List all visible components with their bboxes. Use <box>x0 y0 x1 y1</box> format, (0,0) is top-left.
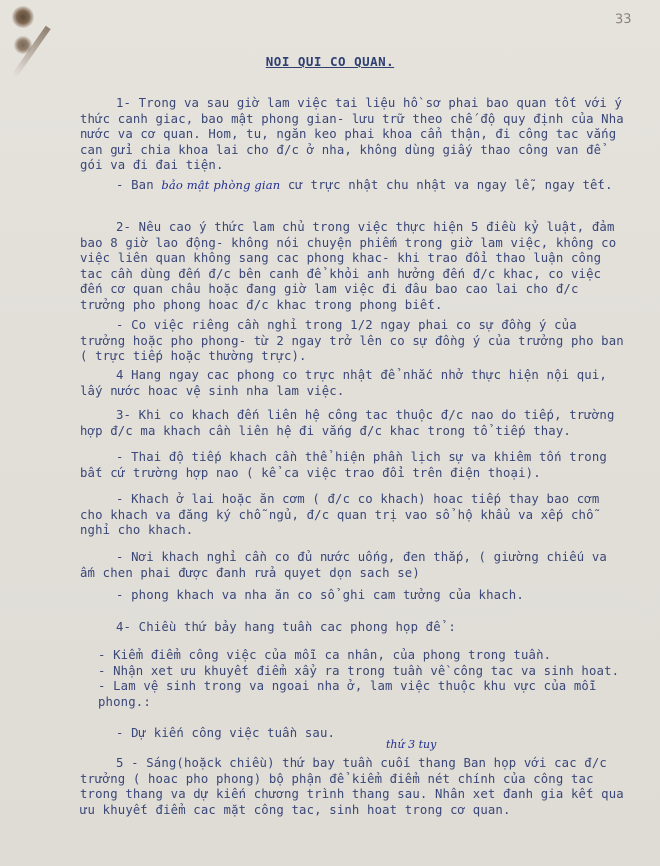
paragraph-10: - phong khach va nha ăn co sổ ghi cam tưởng của khach. <box>116 588 524 602</box>
paragraph-6: 3- Khi co khach đến liên hệ công tac thuộc đ/c nao do tiếp, trường hợp đ/c ma khach cần liên hệ đi vắng đ/c khac trong tổ tiếp thay. <box>80 408 615 438</box>
paragraph-5: 4 Hang ngay cac phong co trực nhật để nhắc nhở thực hiện nội qui, lấy nước hoac vệ sinh nha lam việc. <box>80 368 607 398</box>
paragraph-2 <box>80 178 625 194</box>
paragraph-4: - Co việc riêng cần nghỉ trong 1/2 ngay phai co sự đồng ý của trưởng hoặc pho phong- từ 2 ngay trở lên co sự đồng ý của trưởng pho ban ( trực tiếp hoặc thường trực). <box>80 318 624 363</box>
paragraph-11: 4- Chiều thứ bảy hang tuần cac phong họp để : <box>116 620 456 634</box>
document-title: NOI QUI CO QUAN. <box>265 54 395 69</box>
rust-stain <box>12 6 34 28</box>
paragraph-2-prefix: - Ban <box>116 178 154 192</box>
paragraph-13: - Dự kiến công việc tuần sau. <box>116 726 336 740</box>
paragraph-7: - Thai độ tiếp khach cần thể hiện phần lịch sự va khiêm tốn trong bất cứ trường hợp nao ( kể ca việc trao đổi trên điện thoại). <box>80 450 607 480</box>
archive-page-number: 33 <box>615 11 633 28</box>
paragraph-1: 1- Trong va sau giờ lam việc tai liệu hồ sơ phai bao quan tốt với ý thức canh giac, bao mật phong gian- lưu trữ theo chế độ quy định của Nha nước va cơ quan. Hom, tu, ngăn keo phai khoa cẩn thận, đi công tac vắng can gửi chia khoa lai cho đ/c ở nha, không dùng giấy thao công van để gói va đi đai tiện. <box>80 96 624 172</box>
handwritten-insert: bảo mật phòng gian <box>161 178 281 192</box>
paragraph-9: - Nơi khach nghỉ cần co đủ nước uống, đen thắp, ( giường chiếu va ấm chen phai được đanh rửa quyet dọn sach se) <box>80 550 607 580</box>
paragraph-8: - Khach ở lai hoặc ăn cơm ( đ/c co khach) hoac tiếp thay bao cơm cho khach va đăng ký chỗ ngủ, đ/c quan trị vao sổ hộ khẩu va xếp chỗ nghỉ cho khach. <box>80 492 600 537</box>
paragraph-14: 5 - Sáng(hoặck chiều) thứ bay tuần cuối thang Ban họp với cac đ/c trưởng ( hoac pho phong) bộ phận để kiểm điểm nét chính của công tac trong thang va dự kiến chương trình thang sau. Nhân xet đanh gia kết qua ưu khuyết điểm cac mặt công tac, sinh hoat trong cơ quan. <box>80 756 624 817</box>
handwritten-insert: thứ 3 tuy <box>386 738 437 751</box>
paragraph-12-list: - Kiểm điểm công việc của mỗi ca nhân, của phong trong tuần. - Nhận xet ưu khuyết điểm xẩy ra trong tuần về công tac va sinh hoat. - Lam vệ sinh trong va ngoai nha ở, lam việc thuộc khu vực của mỗi phong.: <box>98 648 620 709</box>
paragraph-3: 2- Nêu cao ý thức lam chủ trong việc thực hiện 5 điều kỷ luật, đảm bao 8 giờ lao động- không nói chuyện phiếm trong giờ lam việc, không co việc liên quan không sang cac phong khac- khi trao đổi thao luận công tac cần dùng đến đ/c bên canh để khỏi anh hưởng đến đ/c khac, co việc đến cơ quan châu hoặc đang giờ lam việc đi đâu bao cao lai cho đ/c trưởng pho phong hoac đ/c khac trong phong biết. <box>80 220 617 312</box>
paragraph-2-suffix: cư trực nhật chu nhật va ngay lễ, ngay tết. <box>287 178 613 192</box>
